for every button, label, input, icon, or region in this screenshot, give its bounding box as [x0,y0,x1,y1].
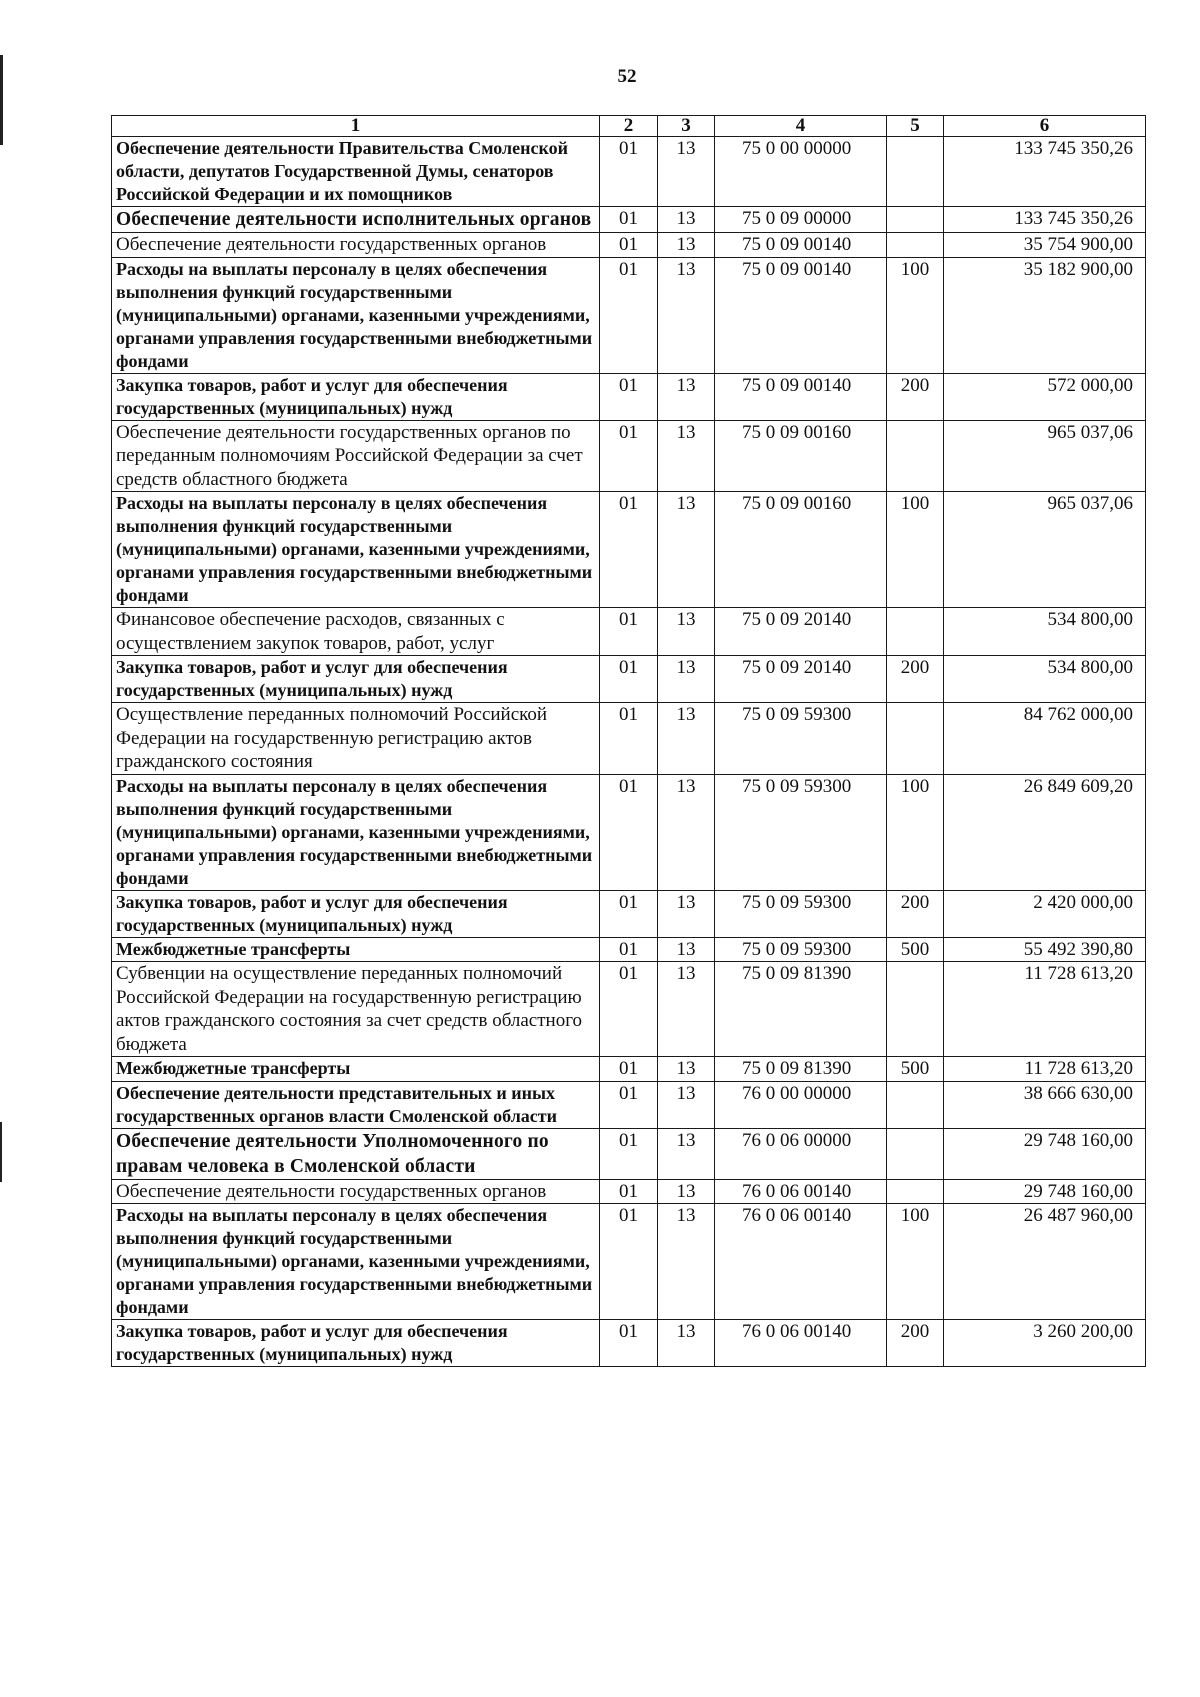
row-subsection: 13 [658,1179,715,1204]
row-amount: 11 728 613,20 [944,962,1146,1057]
row-expense-type [887,962,944,1057]
row-amount: 534 800,00 [944,656,1146,703]
row-name: Закупка товаров, работ и услуг для обеспечения государственных (муниципальных) нужд [112,890,600,937]
row-expense-type [887,207,944,233]
column-header: 1 [112,116,600,137]
row-section: 01 [600,233,658,258]
row-expense-type [887,420,944,492]
table-row [112,257,1146,373]
row-name: Субвенции на осуществление переданных полномочий Российской Федерации на государственную регистрацию актов гражданского состояния за счет средств областного бюджета [112,962,600,1057]
row-name: Обеспечение деятельности государственных органов по переданным полномочиям Российской Федерации за счет средств областного бюджета [112,420,600,492]
row-section: 01 [600,656,658,703]
row-code: 75 0 09 59300 [715,937,887,962]
row-section: 01 [600,137,658,207]
row-code: 75 0 09 59300 [715,703,887,775]
row-amount: 26 487 960,00 [944,1204,1146,1320]
row-expense-type [887,703,944,775]
row-subsection: 13 [658,420,715,492]
row-amount: 29 748 160,00 [944,1179,1146,1204]
row-amount: 2 420 000,00 [944,890,1146,937]
table-row [112,1081,1146,1128]
row-subsection: 13 [658,703,715,775]
row-name: Межбюджетные трансферты [112,1057,600,1082]
row-subsection: 13 [658,962,715,1057]
table-row [112,1179,1146,1204]
row-amount: 965 037,06 [944,420,1146,492]
row-amount: 534 800,00 [944,608,1146,656]
row-code: 76 0 06 00000 [715,1128,887,1179]
row-section: 01 [600,703,658,775]
table-row [112,774,1146,890]
row-code: 76 0 06 00140 [715,1204,887,1320]
row-section: 01 [600,1179,658,1204]
row-expense-type [887,608,944,656]
row-amount: 35 182 900,00 [944,257,1146,373]
row-subsection: 13 [658,1204,715,1320]
row-expense-type: 500 [887,1057,944,1082]
row-amount: 35 754 900,00 [944,233,1146,258]
row-amount: 84 762 000,00 [944,703,1146,775]
row-subsection: 13 [658,233,715,258]
column-header: 2 [600,116,658,137]
table-header-row [112,116,1146,137]
row-subsection: 13 [658,774,715,890]
row-section: 01 [600,962,658,1057]
row-amount: 572 000,00 [944,373,1146,420]
row-expense-type: 200 [887,890,944,937]
column-header: 3 [658,116,715,137]
table-row [112,492,1146,608]
row-name: Обеспечение деятельности Правительства Смоленской области, депутатов Государственной Думы, сенаторов Российской Федерации и их помощников [112,137,600,207]
row-name: Закупка товаров, работ и услуг для обеспечения государственных (муниципальных) нужд [112,373,600,420]
row-code: 75 0 09 00140 [715,233,887,258]
table-row [112,1204,1146,1320]
row-amount: 26 849 609,20 [944,774,1146,890]
row-section: 01 [600,492,658,608]
row-code: 75 0 09 20140 [715,608,887,656]
row-section: 01 [600,257,658,373]
row-section: 01 [600,420,658,492]
row-expense-type: 200 [887,373,944,420]
row-subsection: 13 [658,1081,715,1128]
row-name: Обеспечение деятельности исполнительных органов [112,207,600,233]
row-code: 75 0 00 00000 [715,137,887,207]
table-row [112,373,1146,420]
row-code: 75 0 09 00000 [715,207,887,233]
row-expense-type: 100 [887,1204,944,1320]
page-number: 52 [617,66,637,87]
row-subsection: 13 [658,1057,715,1082]
row-name: Обеспечение деятельности государственных органов [112,233,600,258]
row-name: Обеспечение деятельности представительных и иных государственных органов власти Смоленской области [112,1081,600,1128]
row-subsection: 13 [658,492,715,608]
row-name: Обеспечение деятельности Уполномоченного по правам человека в Смоленской области [112,1128,600,1179]
row-name: Финансовое обеспечение расходов, связанных с осуществлением закупок товаров, работ, услуг [112,608,600,656]
row-subsection: 13 [658,890,715,937]
row-section: 01 [600,774,658,890]
row-expense-type [887,233,944,258]
row-expense-type [887,1128,944,1179]
table-body [112,137,1146,1367]
table-row [112,420,1146,492]
row-section: 01 [600,373,658,420]
row-code: 75 0 09 00160 [715,492,887,608]
row-section: 01 [600,890,658,937]
row-amount: 133 745 350,26 [944,137,1146,207]
row-subsection: 13 [658,608,715,656]
row-section: 01 [600,1057,658,1082]
table-row [112,608,1146,656]
row-expense-type: 500 [887,937,944,962]
table-row [112,207,1146,233]
table-row [112,962,1146,1057]
row-section: 01 [600,1081,658,1128]
row-name: Расходы на выплаты персоналу в целях обеспечения выполнения функций государственными (муниципальными) органами, казенными учреждениями, органами управления государственными внебюджетными фондами [112,774,600,890]
row-code: 75 0 09 00160 [715,420,887,492]
row-code: 75 0 09 59300 [715,774,887,890]
row-name: Обеспечение деятельности государственных органов [112,1179,600,1204]
row-amount: 38 666 630,00 [944,1081,1146,1128]
row-subsection: 13 [658,373,715,420]
row-code: 75 0 09 81390 [715,1057,887,1082]
row-subsection: 13 [658,656,715,703]
table-row [112,1128,1146,1179]
row-section: 01 [600,937,658,962]
row-section: 01 [600,1204,658,1320]
row-expense-type: 100 [887,492,944,608]
table-row [112,703,1146,775]
table-row [112,137,1146,207]
table-row [112,937,1146,962]
row-subsection: 13 [658,1320,715,1367]
row-code: 75 0 09 59300 [715,890,887,937]
row-name: Расходы на выплаты персоналу в целях обеспечения выполнения функций государственными (муниципальными) органами, казенными учреждениями, органами управления государственными внебюджетными фондами [112,492,600,608]
row-subsection: 13 [658,257,715,373]
row-name: Расходы на выплаты персоналу в целях обеспечения выполнения функций государственными (муниципальными) органами, казенными учреждениями, органами управления государственными внебюджетными фондами [112,1204,600,1320]
row-name: Межбюджетные трансферты [112,937,600,962]
row-code: 75 0 09 00140 [715,373,887,420]
row-code: 75 0 09 20140 [715,656,887,703]
scan-mark [0,1122,2,1182]
budget-table [111,115,1146,1367]
row-subsection: 13 [658,137,715,207]
row-subsection: 13 [658,937,715,962]
table-row [112,1320,1146,1367]
row-amount: 3 260 200,00 [944,1320,1146,1367]
row-section: 01 [600,608,658,656]
row-code: 76 0 00 00000 [715,1081,887,1128]
row-name: Осуществление переданных полномочий Российской Федерации на государственную регистрацию актов гражданского состояния [112,703,600,775]
row-section: 01 [600,1128,658,1179]
row-expense-type [887,1179,944,1204]
row-code: 75 0 09 00140 [715,257,887,373]
row-name: Закупка товаров, работ и услуг для обеспечения государственных (муниципальных) нужд [112,1320,600,1367]
column-header: 4 [715,116,887,137]
row-amount: 11 728 613,20 [944,1057,1146,1082]
row-expense-type: 100 [887,257,944,373]
row-expense-type: 200 [887,656,944,703]
table-row [112,1057,1146,1082]
row-subsection: 13 [658,207,715,233]
row-code: 76 0 06 00140 [715,1179,887,1204]
row-name: Закупка товаров, работ и услуг для обеспечения государственных (муниципальных) нужд [112,656,600,703]
table-row [112,890,1146,937]
row-code: 76 0 06 00140 [715,1320,887,1367]
column-header: 5 [887,116,944,137]
row-expense-type: 100 [887,774,944,890]
row-expense-type [887,137,944,207]
row-amount: 133 745 350,26 [944,207,1146,233]
row-code: 75 0 09 81390 [715,962,887,1057]
row-section: 01 [600,207,658,233]
row-name: Расходы на выплаты персоналу в целях обеспечения выполнения функций государственными (муниципальными) органами, казенными учреждениями, органами управления государственными внебюджетными фондами [112,257,600,373]
column-header: 6 [944,116,1146,137]
row-expense-type: 200 [887,1320,944,1367]
row-expense-type [887,1081,944,1128]
table-row [112,656,1146,703]
row-amount: 29 748 160,00 [944,1128,1146,1179]
table-row [112,233,1146,258]
row-amount: 965 037,06 [944,492,1146,608]
row-section: 01 [600,1320,658,1367]
row-subsection: 13 [658,1128,715,1179]
row-amount: 55 492 390,80 [944,937,1146,962]
